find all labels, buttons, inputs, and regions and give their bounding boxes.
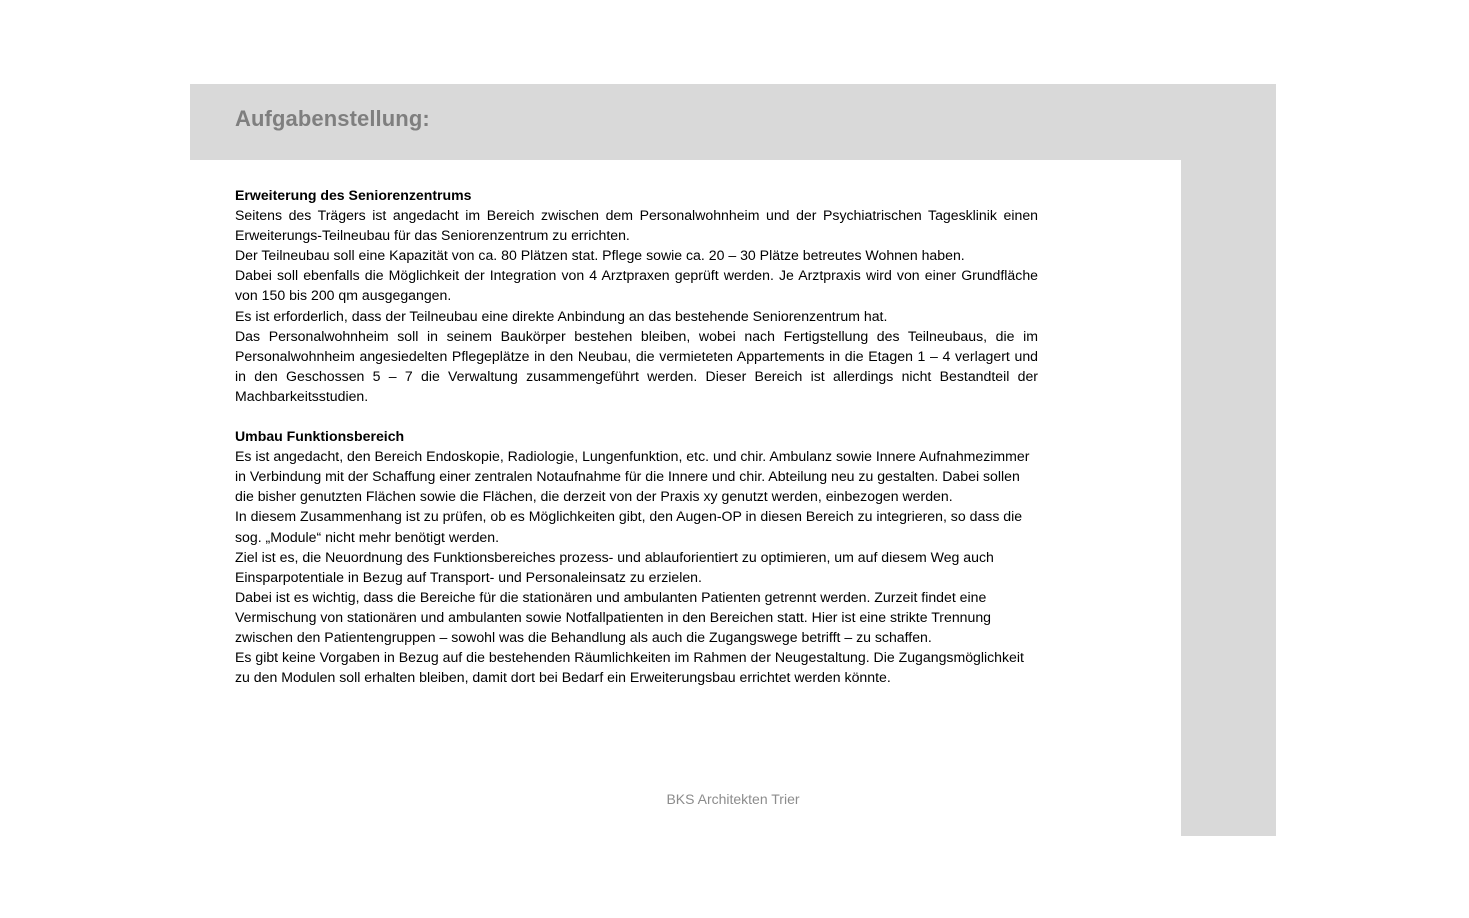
- paragraph: Der Teilneubau soll eine Kapazität von ca. 80 Plätzen stat. Pflege sowie ca. 20 – 30 Plätze betreutes Wohnen haben.: [235, 247, 965, 264]
- page-title: Aufgabenstellung:: [235, 106, 430, 131]
- side-band: [1181, 84, 1276, 836]
- paragraph: Das Personalwohnheim soll in seinem Baukörper bestehen bleiben, wobei nach Fertigstellung des Teilneubaus, die im Personalwohnheim angesiedelten Pflegeplätze in den Neubau, die vermieteten Appartements in die Etagen 1 – 4 verlagert und in den Geschossen 5 – 7 die Verwaltung zusammengeführt werden. Dieser Bereich ist allerdings nicht Bestandteil der Machbarkeitsstudien.: [235, 327, 1038, 404]
- paragraph: In diesem Zusammenhang ist zu prüfen, ob es Möglichkeiten gibt, den Augen-OP in diesen Bereich zu integrieren, so dass die sog. „Module“ nicht mehr benötigt werden.: [235, 508, 1023, 545]
- paragraph: Es gibt keine Vorgaben in Bezug auf die bestehenden Räumlichkeiten im Rahmen der Neugestaltung. Die Zugangsmöglichkeit zu den Modulen soll erhalten bleiben, damit dort bei Bedarf ein Erweiterungsbau errichtet werden könnte.: [235, 649, 1024, 686]
- section-heading: Umbau Funktionsbereich: [235, 428, 405, 445]
- section-funktionsbereich: [235, 426, 1038, 687]
- section-heading: Erweiterung des Seniorenzentrums: [235, 187, 472, 203]
- paragraph: Es ist angedacht, den Bereich Endoskopie, Radiologie, Lungenfunktion, etc. und chir. Ambulanz sowie Innere Aufnahmezimmer in Verbindung mit der Schaffung einer zentralen Notaufnahme für die Innere und chir. Abteilung neu zu gestalten. Dabei sollen die bisher genutzten Flächen sowie die Flächen, die derzeit von der Praxis xy genutzt werden, einbezogen werden.: [235, 448, 1030, 505]
- paragraph: Seitens des Trägers ist angedacht im Bereich zwischen dem Personalwohnheim und der Psychiatrischen Tagesklinik einen Erweiterungs-Teilneubau für das Seniorenzentrum zu errichten.: [235, 207, 1038, 244]
- paragraph: Es ist erforderlich, dass der Teilneubau eine direkte Anbindung an das bestehende Seniorenzentrum hat.: [235, 307, 888, 324]
- document-body: [235, 185, 1038, 687]
- paragraph: Dabei soll ebenfalls die Möglichkeit der Integration von 4 Arztpraxen geprüft werden. Je Arztpraxis wird von einer Grundfläche von 150 bis 200 qm ausgegangen.: [235, 267, 1038, 304]
- paragraph: Dabei ist es wichtig, dass die Bereiche für die stationären und ambulanten Patienten getrennt werden. Zurzeit findet eine Vermischung von stationären und ambulanten sowie Notfallpatienten in den Bereichen statt. Hier ist eine strikte Trennung zwischen den Patientengruppen – sowohl was die Behandlung als auch die Zugangswege betrifft – zu schaffen.: [235, 588, 992, 645]
- paragraph: Ziel ist es, die Neuordnung des Funktionsbereiches prozess- und ablauforientiert zu optimieren, um auf diesem Weg auch Einsparpotentiale in Bezug auf Transport- und Personaleinsatz zu erzielen.: [235, 548, 994, 585]
- section-seniorenzentrum: [235, 185, 1038, 406]
- footer-credit: BKS Architekten Trier: [666, 791, 800, 807]
